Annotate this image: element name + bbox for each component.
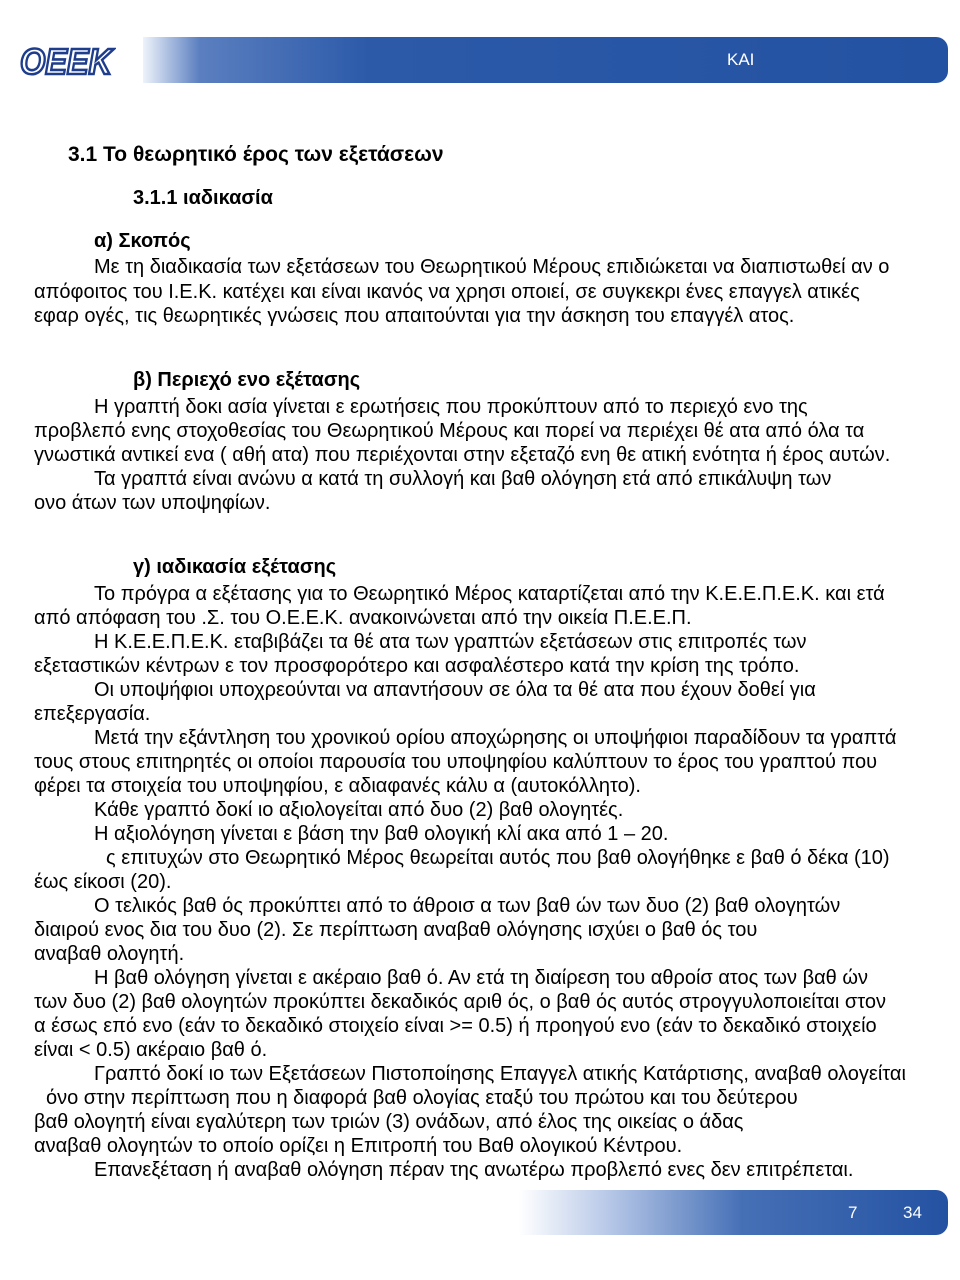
paragraph-line: διαιρού ενος δια του δυο (2). Σε περίπτωση αναβαθ ολόγησης ισχύει ο βαθ ός του xyxy=(34,919,758,941)
paragraph-line: ονο άτων των υποψηφίων. xyxy=(34,492,271,514)
logo-text: ΟΕΕΚ xyxy=(20,41,115,82)
paragraph-line: απόφοιτος του Ι.Ε.Κ. κατέχει και είναι ικανός να χρησι οποιεί, σε συγκεκρι ένες επαγγελ ατικές xyxy=(34,280,860,303)
paragraph-line: Οι υποψήφιοι υποχρεούνται να απαντήσουν σε όλα τα θέ ατα που έχουν δοθεί για xyxy=(94,679,816,701)
section-heading-procedure: γ) ιαδικασία εξέτασης xyxy=(133,556,337,578)
paragraph-line: προβλεπό ενης στοχοθεσίας του Θεωρητικού Μέρους και πορεί να περιέχει θέ ατα από όλα τα xyxy=(34,420,865,442)
page-count: 34 xyxy=(903,1203,922,1222)
paragraph-line: Η Κ.Ε.Ε.Π.Ε.Κ. εταβιβάζει τα θέ ατα των γραπτών εξετάσεων στις επιτροπές των xyxy=(94,631,807,653)
paragraph-line: Η γραπτή δοκι ασία γίνεται ε ερωτήσεις που προκύπτουν από το περιεχό ενο της xyxy=(94,396,808,418)
paragraph-line: είναι < 0.5) ακέραιο βαθ ό. xyxy=(34,1039,268,1061)
paragraph-line: όνο στην περίπτωση που η διαφορά βαθ ολογίας εταξύ του πρώτου και του δεύτερου xyxy=(46,1087,798,1109)
paragraph-line: βαθ ολογητή είναι εγαλύτερη των τριών (3) ονάδων, από έλος της οικείας ο άδας xyxy=(34,1111,744,1133)
paragraph-line: τους στους επιτηρητές οι οποίοι παρουσία του υποψηφίου καλύπτουν το έρος του γραπτού που xyxy=(34,751,878,773)
paragraph-line: α έσως επό ενο (εάν το δεκαδικό στοιχείο είναι >= 0.5) ή προηγού ενο (εάν το δεκαδικό στοιχείο xyxy=(34,1015,877,1037)
paragraph-line: αναβαθ ολογητών το οποίο ορίζει η Επιτροπή του Βαθ ολογικού Κέντρου. xyxy=(34,1135,683,1157)
section-title: 3.1 Το θεωρητικό έρος των εξετάσεων xyxy=(68,143,444,166)
paragraph-procedure xyxy=(34,582,906,1182)
paragraph-line: εφαρ ογές, τις θεωρητικές γνώσεις που απαιτούνται για την άσκηση του επαγγέλ ατος. xyxy=(34,305,795,327)
paragraph-line: Η βαθ ολόγηση γίνεται ε ακέραιο βαθ ό. Αν ετά τη διαίρεση του αθροίσ ατος των βαθ ών xyxy=(94,967,868,989)
paragraph-line: Με τη διαδικασία των εξετάσεων του Θεωρητικού Μέρους επιδιώκεται να διαπιστωθεί αν ο xyxy=(94,256,890,278)
paragraph-line: Το πρόγρα α εξέτασης για το Θεωρητικό Μέρος καταρτίζεται από την Κ.Ε.Ε.Π.Ε.Κ. και ετά xyxy=(94,583,885,605)
paragraph-line: ς επιτυχών στο Θεωρητικό Μέρος θεωρείται αυτός που βαθ ολογήθηκε ε βαθ ό δέκα (10) xyxy=(106,847,890,869)
paragraph-line: Ο τελικός βαθ ός προκύπτει από το άθροισ α των βαθ ών των δυο (2) βαθ ολογητών xyxy=(94,895,841,917)
page-number: 7 xyxy=(848,1203,858,1222)
paragraph-content xyxy=(34,395,890,515)
footer-band xyxy=(519,1190,948,1235)
oeek-logo xyxy=(16,34,116,86)
paragraph-line: από απόφαση του .Σ. του Ο.Ε.Ε.Κ. ανακοινώνεται από την οικεία Π.Ε.Ε.Π. xyxy=(34,607,692,629)
paragraph-purpose xyxy=(34,255,889,329)
paragraph-line: εξεταστικών κέντρων ε τον προσφορότερο και ασφαλέστερο κατά την κρίση της τρόπο. xyxy=(34,655,800,677)
paragraph-line: γνωστικά αντικεί ενα ( αθή ατα) που περιέχονται στην εξεταζό ενη θε ατική ενότητα ή έρος αυτών. xyxy=(34,444,891,466)
banner-text: ΚΑΙ xyxy=(727,50,755,69)
section-heading-purpose: α) Σκοπός xyxy=(94,230,191,252)
paragraph-line: Μετά την εξάντληση του χρονικού ορίου αποχώρησης οι υποψήφιοι παραδίδουν τα γραπτά xyxy=(94,727,897,749)
paragraph-line: Τα γραπτά είναι ανώνυ α κατά τη συλλογή και βαθ ολόγηση ετά από επικάλυψη των xyxy=(94,468,832,490)
paragraph-line: έως είκοσι (20). xyxy=(34,871,172,893)
paragraph-line: Η αξιολόγηση γίνεται ε βάση την βαθ ολογική κλί ακα από 1 – 20. xyxy=(94,823,669,845)
paragraph-line: φέρει τα στοιχεία του υποψηφίου, ε αδιαφανές κάλυ α (αυτοκόλλητο). xyxy=(34,775,641,797)
section-heading-content: β) Περιεχό ενο εξέτασης xyxy=(133,369,361,391)
paragraph-line: των δυο (2) βαθ ολογητών προκύπτει δεκαδικός αριθ ός, ο βαθ ός αυτός στρογγυλοποιείται στον xyxy=(34,991,886,1013)
paragraph-line: Επανεξέταση ή αναβαθ ολόγηση πέραν της ανωτέρω προβλεπό ενες δεν επιτρέπεται. xyxy=(94,1159,854,1181)
paragraph-line: Κάθε γραπτό δοκί ιο αξιολογείται από δυο (2) βαθ ολογητές. xyxy=(94,799,624,821)
paragraph-line: επεξεργασία. xyxy=(34,703,151,725)
paragraph-line: Γραπτό δοκί ιο των Εξετάσεων Πιστοποίησης Επαγγελ ατικής Κατάρτισης, αναβαθ ολογείται xyxy=(94,1063,906,1085)
subsection-title: 3.1.1 ιαδικασία xyxy=(133,187,273,209)
header-banner xyxy=(143,37,948,83)
paragraph-line: αναβαθ ολογητή. xyxy=(34,943,185,965)
